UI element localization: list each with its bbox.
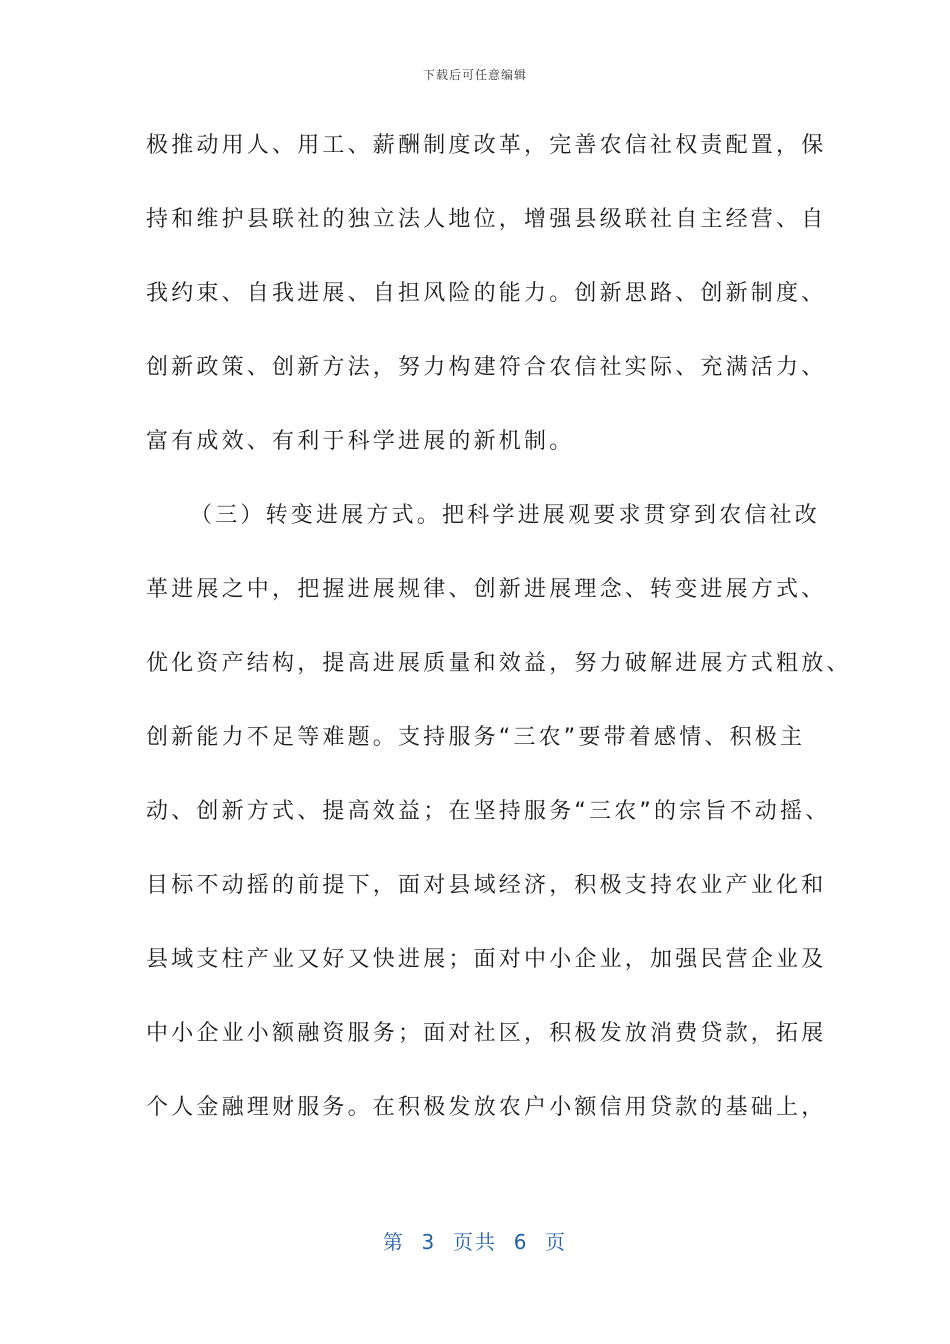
text-line: 创新政策、创新方法，努力构建符合农信社实际、充满活力、 — [146, 355, 827, 380]
text-line: 我约束、自我进展、自担风险的能力。创新思路、创新制度、 — [146, 281, 827, 306]
text-line: 极推动用人、用工、薪酬制度改革，完善农信社权责配置，保 — [146, 133, 827, 158]
text-line: 创新能力不足等难题。支持服务“三农”要带着感情、积极主 — [146, 725, 806, 750]
text-line: 富有成效、有利于科学进展的新机制。 — [146, 429, 575, 454]
text-line: 县域支柱产业又好又快进展；面对中小企业，加强民营企业及 — [146, 947, 827, 972]
header-note: 下载后可任意编辑 — [422, 68, 527, 82]
page-number-footer: 第 3 页共 6 页 — [382, 1230, 568, 1254]
text-line: 优化资产结构，提高进展质量和效益，努力破解进展方式粗放、 — [146, 651, 852, 676]
text-line: 革进展之中，把握进展规律、创新进展理念、转变进展方式、 — [146, 577, 827, 602]
section-heading-line: （三）转变进展方式。把科学进展观要求贯穿到农信社改 — [190, 503, 821, 528]
text-line: 目标不动摇的前提下，面对县域经济，积极支持农业产业化和 — [146, 873, 827, 898]
document-body — [146, 124, 852, 1160]
text-line: 个人金融理财服务。在积极发放农户小额信用贷款的基础上， — [146, 1095, 827, 1120]
text-line: 动、创新方式、提高效益；在坚持服务“三农”的宗旨不动摇、 — [146, 799, 831, 824]
text-line: 持和维护县联社的独立法人地位，增强县级联社自主经营、自 — [146, 207, 827, 232]
text-line: 中小企业小额融资服务；面对社区，积极发放消费贷款，拓展 — [146, 1021, 827, 1046]
